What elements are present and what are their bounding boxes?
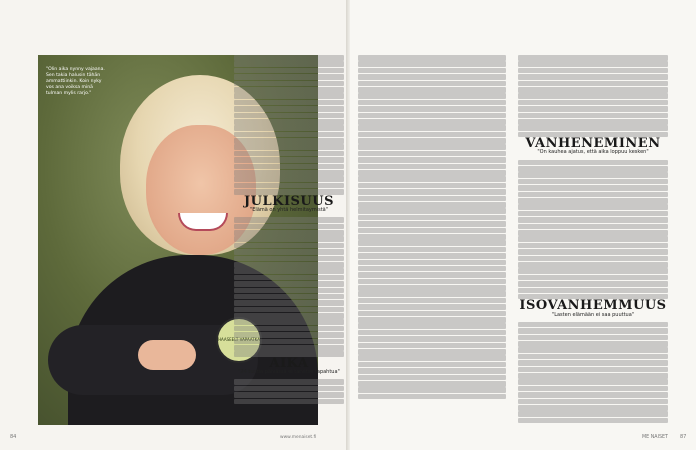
text-line bbox=[358, 215, 506, 221]
text-line bbox=[518, 132, 668, 138]
text-line bbox=[234, 386, 344, 392]
text-line bbox=[234, 307, 344, 313]
text-line bbox=[518, 411, 668, 417]
text-line bbox=[358, 157, 506, 163]
text-line bbox=[234, 68, 344, 74]
section-subheading: "24 tuntia päivässä ei tarvitse tapahtua" bbox=[238, 369, 340, 376]
text-line bbox=[358, 285, 506, 291]
text-line bbox=[358, 343, 506, 349]
text-line bbox=[234, 132, 344, 138]
text-line bbox=[518, 347, 668, 353]
text-line bbox=[234, 319, 344, 325]
text-line bbox=[234, 249, 344, 255]
text-line bbox=[234, 81, 344, 87]
text-line bbox=[234, 326, 344, 332]
text-line bbox=[518, 322, 668, 328]
section-heading: AIKA bbox=[269, 356, 309, 371]
right-page bbox=[350, 0, 696, 450]
text-line bbox=[518, 125, 668, 131]
text-line bbox=[358, 100, 506, 106]
text-line bbox=[518, 160, 668, 166]
text-line bbox=[518, 166, 668, 172]
text-line bbox=[518, 217, 668, 223]
text-line bbox=[518, 354, 668, 360]
text-line bbox=[358, 74, 506, 80]
text-line bbox=[518, 262, 668, 268]
text-line bbox=[518, 379, 668, 385]
text-line bbox=[234, 243, 344, 249]
text-line bbox=[518, 275, 668, 281]
text-line bbox=[518, 392, 668, 398]
text-line bbox=[234, 100, 344, 106]
text-line bbox=[358, 81, 506, 87]
text-column-center bbox=[234, 55, 344, 405]
text-line bbox=[358, 349, 506, 355]
text-line bbox=[358, 266, 506, 272]
text-line bbox=[358, 55, 506, 61]
text-line bbox=[358, 151, 506, 157]
text-line bbox=[234, 217, 344, 223]
text-line bbox=[234, 176, 344, 182]
section-subheading: "On kauhea ajatus, että aika loppuu kesken" bbox=[537, 149, 649, 156]
text-line bbox=[358, 196, 506, 202]
text-line bbox=[358, 189, 506, 195]
text-line bbox=[234, 113, 344, 119]
text-line bbox=[518, 367, 668, 373]
text-line bbox=[358, 323, 506, 329]
text-line bbox=[358, 260, 506, 266]
text-line bbox=[518, 281, 668, 287]
text-line bbox=[518, 113, 668, 119]
text-line bbox=[234, 170, 344, 176]
section-heading: VANHENEMINEN bbox=[525, 136, 661, 152]
text-line bbox=[234, 125, 344, 131]
text-line bbox=[518, 294, 668, 300]
badge-text: HAASEELT VAPAATKA bbox=[218, 336, 260, 342]
text-line bbox=[358, 394, 506, 400]
text-line bbox=[358, 272, 506, 278]
text-line bbox=[358, 183, 506, 189]
text-line bbox=[518, 55, 668, 61]
text-line bbox=[358, 106, 506, 112]
text-line bbox=[518, 249, 668, 255]
hand-shape bbox=[138, 340, 196, 370]
text-line bbox=[518, 119, 668, 125]
text-line bbox=[234, 61, 344, 67]
text-line bbox=[518, 87, 668, 93]
text-line bbox=[234, 351, 344, 357]
text-line bbox=[518, 360, 668, 366]
page-number-left: 84 bbox=[10, 434, 17, 440]
text-line bbox=[234, 288, 344, 294]
text-line bbox=[358, 138, 506, 144]
text-line bbox=[518, 341, 668, 347]
text-line bbox=[358, 362, 506, 368]
text-line bbox=[234, 236, 344, 242]
text-line bbox=[518, 418, 668, 424]
text-line bbox=[518, 230, 668, 236]
text-line bbox=[358, 279, 506, 285]
text-line bbox=[234, 256, 344, 262]
text-line bbox=[518, 211, 668, 217]
text-line bbox=[518, 172, 668, 178]
magazine-name: ME NAISET bbox=[642, 435, 668, 440]
text-line bbox=[234, 157, 344, 163]
text-line bbox=[358, 253, 506, 259]
text-line bbox=[518, 74, 668, 80]
text-line bbox=[358, 291, 506, 297]
text-line bbox=[358, 234, 506, 240]
text-line bbox=[358, 170, 506, 176]
text-line bbox=[358, 317, 506, 323]
text-line bbox=[518, 61, 668, 67]
text-line bbox=[234, 189, 344, 195]
text-line bbox=[518, 399, 668, 405]
section-heading: JULKISUUS bbox=[244, 193, 334, 209]
text-line bbox=[234, 268, 344, 274]
text-line bbox=[234, 93, 344, 99]
text-line bbox=[358, 125, 506, 131]
text-line bbox=[358, 311, 506, 317]
text-line bbox=[358, 164, 506, 170]
section-subheading: "Lasten elämään ei saa puuttua" bbox=[551, 311, 635, 318]
text-line bbox=[358, 304, 506, 310]
text-line bbox=[358, 375, 506, 381]
text-line bbox=[358, 240, 506, 246]
text-line bbox=[358, 336, 506, 342]
text-line bbox=[234, 183, 344, 189]
text-line bbox=[358, 87, 506, 93]
text-line bbox=[234, 55, 344, 61]
text-line bbox=[234, 300, 344, 306]
text-line bbox=[358, 144, 506, 150]
section-subheading: "Elämä on yhtä helmitaymistä" bbox=[249, 207, 329, 213]
text-line bbox=[234, 144, 344, 150]
text-line bbox=[234, 224, 344, 230]
text-line bbox=[234, 138, 344, 144]
text-column-right-1 bbox=[358, 55, 506, 400]
text-line bbox=[518, 198, 668, 204]
footer-site: www.menaiset.fi bbox=[280, 435, 317, 440]
text-line bbox=[518, 288, 668, 294]
text-line bbox=[234, 345, 344, 351]
text-line bbox=[234, 87, 344, 93]
text-line bbox=[358, 247, 506, 253]
text-line bbox=[358, 93, 506, 99]
text-line bbox=[358, 298, 506, 304]
text-line bbox=[518, 179, 668, 185]
text-line bbox=[358, 228, 506, 234]
text-line bbox=[358, 381, 506, 387]
text-line bbox=[518, 373, 668, 379]
text-line bbox=[234, 164, 344, 170]
text-line bbox=[358, 132, 506, 138]
text-line bbox=[358, 387, 506, 393]
text-line bbox=[518, 256, 668, 262]
text-line bbox=[518, 204, 668, 210]
text-line bbox=[518, 268, 668, 274]
text-line bbox=[518, 100, 668, 106]
text-line bbox=[518, 81, 668, 87]
text-line bbox=[518, 243, 668, 249]
text-line bbox=[358, 202, 506, 208]
text-line bbox=[234, 275, 344, 281]
text-line bbox=[518, 106, 668, 112]
text-line bbox=[234, 399, 344, 405]
text-line bbox=[234, 106, 344, 112]
text-line bbox=[234, 313, 344, 319]
text-line bbox=[234, 339, 344, 345]
text-line bbox=[234, 332, 344, 338]
text-line bbox=[518, 386, 668, 392]
text-line bbox=[518, 236, 668, 242]
text-line bbox=[518, 335, 668, 341]
text-line bbox=[518, 192, 668, 198]
text-line bbox=[518, 68, 668, 74]
text-line bbox=[358, 176, 506, 182]
text-line bbox=[358, 330, 506, 336]
text-line bbox=[234, 262, 344, 268]
page-number-right: 87 bbox=[680, 434, 687, 440]
text-line bbox=[234, 74, 344, 80]
text-line bbox=[518, 224, 668, 230]
text-line bbox=[518, 185, 668, 191]
text-line bbox=[234, 151, 344, 157]
text-line bbox=[234, 230, 344, 236]
text-line bbox=[358, 221, 506, 227]
text-line bbox=[358, 119, 506, 125]
text-line bbox=[358, 68, 506, 74]
text-line bbox=[518, 405, 668, 411]
text-line bbox=[358, 368, 506, 374]
text-line bbox=[234, 119, 344, 125]
text-line bbox=[358, 61, 506, 67]
text-line bbox=[234, 294, 344, 300]
text-line bbox=[234, 392, 344, 398]
text-column-right-2 bbox=[518, 55, 668, 424]
text-line bbox=[518, 93, 668, 99]
section-heading: ISOVANHEMMUUS bbox=[519, 298, 667, 314]
photo-quote: "Olin aika nynny vajaana. Sen takia halusin tähän ammattiinkin. Koin nyky vos ana voiksa minä tulman mylis rarjo." bbox=[46, 67, 105, 96]
text-line bbox=[518, 328, 668, 334]
text-line bbox=[358, 113, 506, 119]
text-line bbox=[358, 355, 506, 361]
text-line bbox=[358, 208, 506, 214]
text-line bbox=[234, 281, 344, 287]
text-line bbox=[234, 379, 344, 385]
